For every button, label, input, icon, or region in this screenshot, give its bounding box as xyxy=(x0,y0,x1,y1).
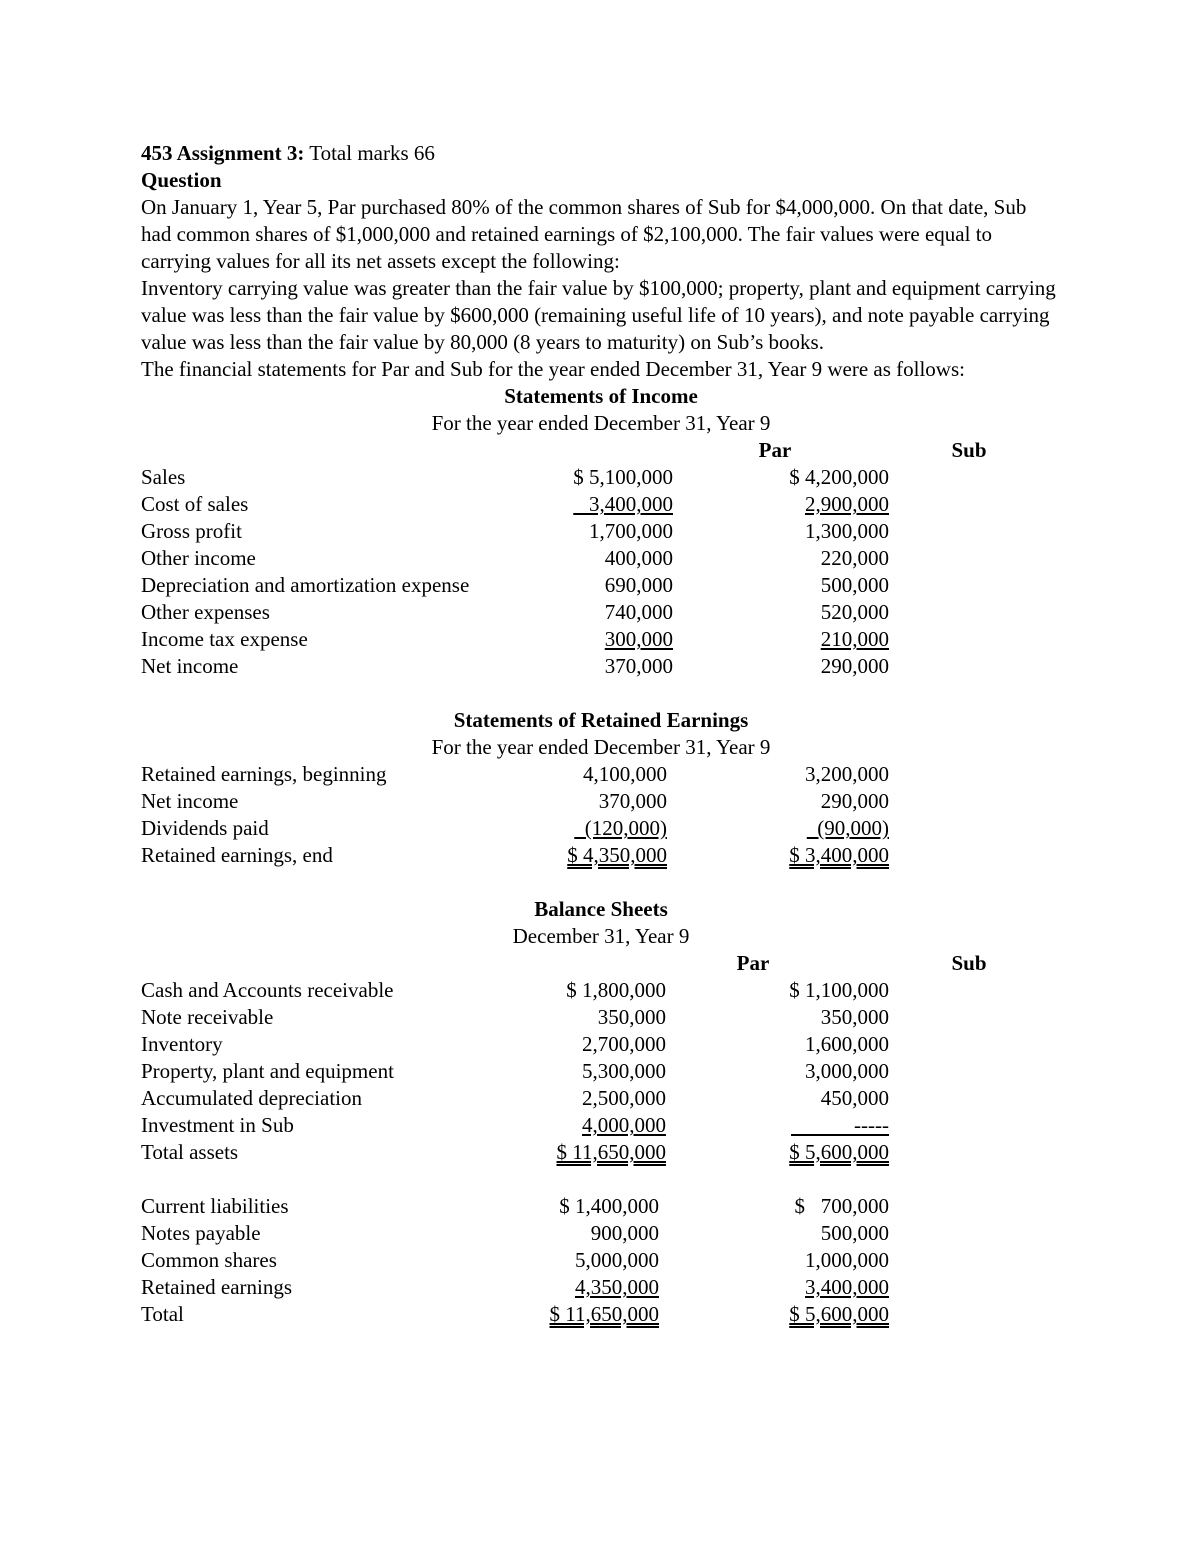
sub-value: 1,300,000 xyxy=(805,519,889,543)
assignment-title xyxy=(141,140,1061,167)
sub-value: $ 700,000 xyxy=(794,1194,889,1218)
intro-paragraph-2: Inventory carrying value was greater than the fair value by $100,000; property, plant and equipment carrying value was less than the fair value by $600,000 (remaining useful life of 10 years), and note payable carrying value was less than the fair value by 80,000 (8 years to maturity) on Sub’s books. xyxy=(141,276,1056,354)
balance-col-sub: Sub xyxy=(951,951,987,975)
row-label: Total assets xyxy=(141,1140,239,1164)
table-row xyxy=(141,977,1061,1004)
table-row xyxy=(141,1031,1061,1058)
par-value: $ 4,350,000 xyxy=(567,843,667,867)
row-label: Other income xyxy=(141,546,256,570)
sub-value: $ 5,600,000 xyxy=(789,1302,889,1326)
table-row xyxy=(141,1220,1061,1247)
intro-paragraph-1: On January 1, Year 5, Par purchased 80% of the common shares of Sub for $4,000,000. On that date, Sub had common shares of $1,000,000 and retained earnings of $2,100,000. The fair values were equal to carrying values for all its net assets except the following: xyxy=(141,195,1027,273)
sub-value: $ 4,200,000 xyxy=(789,465,889,489)
table-row xyxy=(141,653,1061,680)
par-value: $ 1,800,000 xyxy=(566,978,666,1002)
row-label: Net income xyxy=(141,654,239,678)
row-label: Dividends paid xyxy=(141,816,269,840)
income-column-headers xyxy=(141,437,1061,464)
table-row xyxy=(141,518,1061,545)
income-subtitle-row xyxy=(141,410,1061,437)
balance-col-par: Par xyxy=(736,951,770,975)
table-row xyxy=(141,1274,1061,1301)
retained-subtitle-row xyxy=(141,734,1061,761)
par-value: 4,000,000 xyxy=(582,1113,666,1137)
par-value: 900,000 xyxy=(590,1221,659,1245)
table-row xyxy=(141,1085,1061,1112)
row-label: Cash and Accounts receivable xyxy=(141,978,394,1002)
balance-column-headers xyxy=(141,950,1061,977)
par-value: 2,700,000 xyxy=(582,1032,666,1056)
sub-value: 220,000 xyxy=(820,546,889,570)
row-label: Total xyxy=(141,1302,184,1326)
sub-value: 3,000,000 xyxy=(805,1059,889,1083)
par-value: 370,000 xyxy=(598,789,667,813)
income-title-row xyxy=(141,383,1061,410)
sub-value: 450,000 xyxy=(820,1086,889,1110)
row-label: Net income xyxy=(141,789,239,813)
table-row xyxy=(141,1247,1061,1274)
row-label: Retained earnings, beginning xyxy=(141,762,387,786)
sub-value: 1,000,000 xyxy=(805,1248,889,1272)
row-label: Property, plant and equipment xyxy=(141,1059,394,1083)
assignment-title-bold: 453 Assignment 3: xyxy=(141,141,305,165)
question-label: Question xyxy=(141,168,222,192)
row-label: Retained earnings xyxy=(141,1275,293,1299)
table-row xyxy=(141,464,1061,491)
row-label: Note receivable xyxy=(141,1005,274,1029)
retained-title: Statements of Retained Earnings xyxy=(453,708,749,732)
par-value: 350,000 xyxy=(597,1005,666,1029)
par-value: $ 11,650,000 xyxy=(556,1140,666,1164)
table-row xyxy=(141,599,1061,626)
row-label: Income tax expense xyxy=(141,627,308,651)
par-value: 4,350,000 xyxy=(575,1275,659,1299)
sub-value: 2,900,000 xyxy=(805,492,889,516)
sub-value: $ 1,100,000 xyxy=(789,978,889,1002)
row-label: Investment in Sub xyxy=(141,1113,294,1137)
table-row xyxy=(141,761,1061,788)
sub-value: 500,000 xyxy=(820,1221,889,1245)
table-row xyxy=(141,1004,1061,1031)
retained-title-row xyxy=(141,707,1061,734)
par-value: 3,400,000 xyxy=(573,492,673,516)
income-subtitle: For the year ended December 31, Year 9 xyxy=(431,411,771,435)
table-row xyxy=(141,815,1061,842)
row-label: Inventory xyxy=(141,1032,223,1056)
par-value: 400,000 xyxy=(604,546,673,570)
income-col-sub: Sub xyxy=(951,438,987,462)
table-row xyxy=(141,1193,1061,1220)
row-label: Current liabilities xyxy=(141,1194,289,1218)
table-row xyxy=(141,491,1061,518)
par-value: $ 5,100,000 xyxy=(573,465,673,489)
income-title: Statements of Income xyxy=(504,384,698,408)
sub-value: 3,200,000 xyxy=(805,762,889,786)
row-label: Retained earnings, end xyxy=(141,843,333,867)
retained-subtitle: For the year ended December 31, Year 9 xyxy=(431,735,771,759)
par-value: 690,000 xyxy=(604,573,673,597)
row-label: Notes payable xyxy=(141,1221,261,1245)
par-value: 740,000 xyxy=(604,600,673,624)
sub-value: 290,000 xyxy=(820,789,889,813)
sub-value: (90,000) xyxy=(806,816,889,840)
par-value: 5,000,000 xyxy=(575,1248,659,1272)
sub-value: 1,600,000 xyxy=(805,1032,889,1056)
table-row xyxy=(141,1301,1061,1328)
row-label: Depreciation and amortization expense xyxy=(141,573,470,597)
par-value: 370,000 xyxy=(604,654,673,678)
par-value: $ 1,400,000 xyxy=(559,1194,659,1218)
row-label: Other expenses xyxy=(141,600,270,624)
sub-value: ----- xyxy=(791,1113,889,1137)
intro-paragraph-3: The financial statements for Par and Sub for the year ended December 31, Year 9 were as follows: xyxy=(141,357,965,381)
row-label: Accumulated depreciation xyxy=(141,1086,362,1110)
spacer xyxy=(141,869,1061,896)
assignment-title-marks: Total marks 66 xyxy=(304,141,435,165)
spacer xyxy=(141,1166,1061,1193)
document-page xyxy=(141,140,1061,1328)
table-row xyxy=(141,1112,1061,1139)
table-row xyxy=(141,1139,1061,1166)
sub-value: 290,000 xyxy=(820,654,889,678)
table-row xyxy=(141,788,1061,815)
sub-value: 350,000 xyxy=(820,1005,889,1029)
table-row xyxy=(141,842,1061,869)
par-value: $ 11,650,000 xyxy=(549,1302,659,1326)
row-label: Common shares xyxy=(141,1248,277,1272)
balance-title: Balance Sheets xyxy=(534,897,668,921)
balance-subtitle: December 31, Year 9 xyxy=(512,924,690,948)
row-label: Gross profit xyxy=(141,519,242,543)
par-value: 1,700,000 xyxy=(589,519,673,543)
sub-value: 500,000 xyxy=(820,573,889,597)
balance-title-row xyxy=(141,896,1061,923)
sub-value: $ 3,400,000 xyxy=(789,843,889,867)
par-value: 4,100,000 xyxy=(583,762,667,786)
table-row xyxy=(141,1058,1061,1085)
par-value: 300,000 xyxy=(604,627,673,651)
par-value: 5,300,000 xyxy=(582,1059,666,1083)
table-row xyxy=(141,626,1061,653)
table-row xyxy=(141,545,1061,572)
income-col-par: Par xyxy=(758,438,792,462)
sub-value: $ 5,600,000 xyxy=(789,1140,889,1164)
spacer xyxy=(141,680,1061,707)
par-value: 2,500,000 xyxy=(582,1086,666,1110)
balance-subtitle-row xyxy=(141,923,1061,950)
sub-value: 3,400,000 xyxy=(805,1275,889,1299)
row-label: Sales xyxy=(141,465,186,489)
row-label: Cost of sales xyxy=(141,492,249,516)
par-value: (120,000) xyxy=(574,816,667,840)
sub-value: 210,000 xyxy=(820,627,889,651)
table-row xyxy=(141,572,1061,599)
sub-value: 520,000 xyxy=(820,600,889,624)
